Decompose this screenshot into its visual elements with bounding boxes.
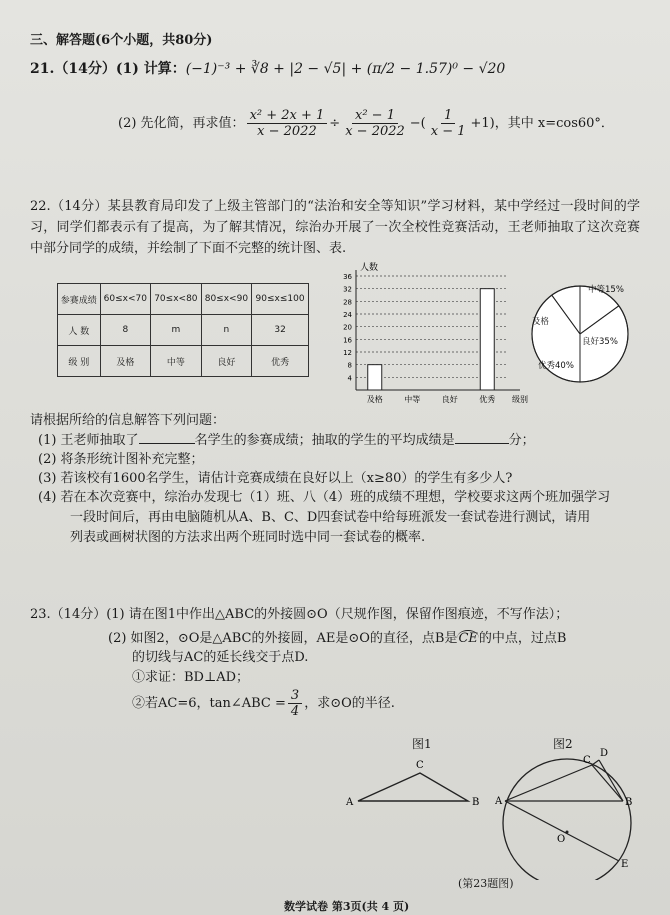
q23-line2-text-b: 的中点，过点B xyxy=(478,631,567,646)
table-header-cell: 参赛成绩 xyxy=(58,284,101,315)
x-tick-label: 及格 xyxy=(366,395,383,404)
point-label: O xyxy=(557,834,566,845)
q21-op-div: ÷ xyxy=(329,115,341,131)
q23-tan-frac xyxy=(288,688,302,719)
point-label: B xyxy=(472,797,480,808)
diameter-ae xyxy=(505,801,619,861)
fig2-circle-diagram xyxy=(495,745,645,880)
table-header-cell: 60≤x<70 xyxy=(100,284,151,315)
q22-sub1 xyxy=(38,432,535,450)
q21-frac1-num: x² + 2x + 1 xyxy=(247,108,328,124)
q21-tail: +1)，其中 x=cos60°． xyxy=(470,115,614,131)
circle-o xyxy=(503,759,631,880)
y-axis-label: 人数 xyxy=(360,263,379,273)
table-row xyxy=(58,346,309,377)
segment-ac xyxy=(505,765,592,801)
fig1-label: 图1 xyxy=(412,737,432,751)
q22-sub2: (2) 将条形统计图补充完整； xyxy=(38,452,204,467)
pie-label: 良好35% xyxy=(582,337,618,347)
point-label: C xyxy=(416,760,424,771)
fig1-triangle xyxy=(340,755,500,815)
arc-ce: CE xyxy=(458,631,478,646)
page-footer: 数学试卷 第3页(共 4 页) xyxy=(284,900,410,913)
y-tick-label: 32 xyxy=(343,285,352,294)
q22-sub1-text-c: 分； xyxy=(508,433,535,448)
pie-label: 及格 xyxy=(532,317,550,327)
answer-blank[interactable] xyxy=(139,443,195,444)
point-label: A xyxy=(495,796,503,807)
q21-frac2-den: x − 2022 xyxy=(345,124,405,139)
pie-label: 优秀40% xyxy=(538,361,574,371)
x-tick-label: 优秀 xyxy=(479,395,496,404)
q23-line5 xyxy=(132,688,395,719)
q22-sub4-line3: 列表或画树状图的方法求出两个班同时选中同一套试卷的概率. xyxy=(70,530,426,545)
q22-sub4-line2: 一段时间后，再由电脑随机从A、B、C、D四套试卷中给每班派发一套试卷进行测试，请用 xyxy=(70,510,591,525)
section-title: 三、解答题(6个小题，共80分) xyxy=(30,33,213,48)
y-tick-label: 24 xyxy=(343,311,352,319)
q21-part1 xyxy=(30,60,505,78)
q21-frac2-num: x² − 1 xyxy=(352,108,398,124)
table-row xyxy=(58,284,309,315)
q23-line5-text-b: ，求⊙O的半径. xyxy=(304,695,395,711)
tangent-bd xyxy=(599,760,623,801)
q23-line4: ①求证：BD⊥AD； xyxy=(132,670,250,685)
segment-cd xyxy=(592,760,599,765)
table-cell: 优秀 xyxy=(252,346,309,377)
point-label: D xyxy=(600,748,609,759)
table-cell: 及格 xyxy=(100,346,151,377)
y-tick-label: 12 xyxy=(343,349,352,357)
table-row xyxy=(58,315,309,346)
x-tick-label: 中等 xyxy=(404,395,421,404)
q21-part2-label: (2) 先化简，再求值： xyxy=(118,115,245,131)
table-cell: 中等 xyxy=(151,346,202,377)
table-cell: 良好 xyxy=(201,346,252,377)
point-label: A xyxy=(346,797,354,808)
table-cell: n xyxy=(201,315,252,346)
table-header-cell: 70≤x<80 xyxy=(151,284,202,315)
q23-line3: 的切线与AC的延长线交于点D. xyxy=(132,650,309,665)
y-tick-label: 16 xyxy=(343,336,352,345)
q21-frac3 xyxy=(428,108,469,139)
q23-line2-text-a: (2) 如图2，⊙O是△ABC的外接圆，AE是⊙O的直径，点B是 xyxy=(108,631,458,646)
pie-label: 中等15% xyxy=(588,285,624,295)
q22-score-table xyxy=(57,283,309,377)
y-tick-label: 20 xyxy=(343,323,352,332)
answer-blank[interactable] xyxy=(455,443,509,444)
q23-line1: 23.（14分）(1) 请在图1中作出△ABC的外接圆⊙O（尺规作图，保留作图痕迹，不写作法）； xyxy=(30,607,569,622)
q23-line5-text-a: ②若AC=6，tan∠ABC = xyxy=(132,695,286,711)
bar xyxy=(368,365,382,390)
y-tick-label: 8 xyxy=(347,361,352,370)
triangle-abc xyxy=(358,773,468,801)
fig-caption: (第23题图) xyxy=(458,877,514,890)
q23-line2 xyxy=(108,630,566,648)
q22-bar-chart xyxy=(326,262,536,410)
table-cell: 8 xyxy=(100,315,151,346)
table-header-cell: 80≤x<90 xyxy=(201,284,252,315)
bar xyxy=(480,289,494,390)
q21-frac1 xyxy=(247,108,328,139)
point-label: B xyxy=(625,797,633,808)
q21-part2 xyxy=(118,108,614,139)
y-tick-label: 4 xyxy=(347,374,352,383)
q22-sub3: (3) 若该校有1600名学生，请估计竞赛成绩在良好以上（x≥80）的学生有多少人? xyxy=(38,471,513,486)
q21-frac2 xyxy=(342,108,408,139)
table-header-cell: 90≤x≤100 xyxy=(252,284,309,315)
center-dot xyxy=(566,831,569,834)
q22-intro: 22.（14分）某县教育局印发了上级主管部门的“法治和安全等知识”学习材料，某中学经过一段时间的学习，同学们都表示有了提高，为了解其情况，综治办开展了一次全校性竞赛活动，王老师抽取了这次竞赛中部分同学的成绩，并绘制了下面不完整的统计图、表. xyxy=(30,199,640,256)
q22-pie-chart xyxy=(530,268,636,396)
q22-sub1-text-a: (1) 王老师抽取了 xyxy=(38,433,139,448)
table-cell: m xyxy=(151,315,202,346)
y-tick-label: 28 xyxy=(343,298,352,307)
q21-op-minus: −( xyxy=(409,115,426,131)
q21-frac3-num: 1 xyxy=(441,108,455,124)
q22-sub4-line1: (4) 若在本次竞赛中，综治办发现七（1）班、八（4）班的成绩不理想，学校要求这两个班加强学习 xyxy=(38,490,611,505)
fig2-label: 图2 xyxy=(553,737,573,751)
x-axis-label: 级别 xyxy=(512,395,528,404)
segment-cb xyxy=(592,765,623,801)
point-label: E xyxy=(621,859,629,870)
q23-tan-num: 3 xyxy=(288,688,302,704)
q21-expression: (−1)⁻³ + ∛8 + |2 − √5| + (π/2 − 1.57)⁰ − √20 xyxy=(185,61,506,77)
table-cell: 32 xyxy=(252,315,309,346)
table-cell: 级 别 xyxy=(58,346,101,377)
y-tick-label: 36 xyxy=(343,273,352,281)
q21-frac1-den: x − 2022 xyxy=(257,124,317,139)
table-cell: 人 数 xyxy=(58,315,101,346)
point-label: C xyxy=(583,755,591,766)
q22-sub1-text-b: 名学生的参赛成绩；抽取的学生的平均成绩是 xyxy=(194,433,455,448)
q21-frac3-den: x − 1 xyxy=(430,124,466,139)
q21-head: 21.（14分）(1) 计算： xyxy=(30,61,186,77)
q22-prompt: 请根据所给的信息解答下列问题： xyxy=(30,413,226,428)
q23-tan-den: 4 xyxy=(290,704,300,719)
x-tick-label: 良好 xyxy=(441,395,458,404)
